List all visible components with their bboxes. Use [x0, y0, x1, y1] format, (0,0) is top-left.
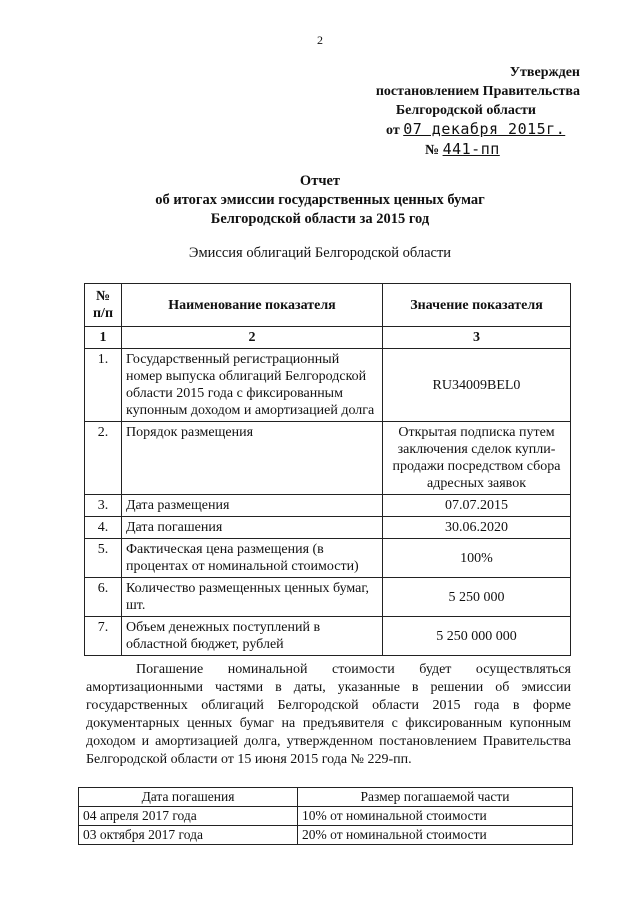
- header-value: Значение показателя: [383, 284, 571, 327]
- schedule-date: 03 октября 2017 года: [79, 826, 298, 845]
- table-row: [85, 517, 571, 539]
- table-row: [85, 578, 571, 617]
- schedule-header-row: [79, 788, 573, 807]
- title-line-2: об итогах эмиссии государственных ценных бумаг: [155, 192, 485, 208]
- approval-number-line: [300, 140, 580, 160]
- row-num: 3.: [85, 495, 122, 517]
- row-num: 7.: [85, 617, 122, 656]
- schedule-date: 04 апреля 2017 года: [79, 807, 298, 826]
- column-numbers-row: [85, 327, 571, 349]
- title-line-1: Отчет: [299, 173, 341, 189]
- row-name: Государственный регистрационный номер выпуска облигаций Белгородской области 2015 года с фиксированным купонным доходом и амортизацией долга: [122, 349, 383, 422]
- schedule-part: 10% от номинальной стоимости: [298, 807, 573, 826]
- col-number-1: 1: [85, 327, 122, 349]
- schedule-header-date: Дата погашения: [79, 788, 298, 807]
- row-value: 07.07.2015: [383, 495, 571, 517]
- approval-line-3: Белгородской области: [395, 103, 536, 118]
- row-num: 2.: [85, 422, 122, 495]
- row-value: 100%: [383, 539, 571, 578]
- row-num: 5.: [85, 539, 122, 578]
- row-value: 5 250 000 000: [383, 617, 571, 656]
- row-name: Количество размещенных ценных бумаг, шт.: [122, 578, 383, 617]
- title-line-3: Белгородской области за 2015 год: [210, 211, 430, 227]
- schedule-part: 20% от номинальной стоимости: [298, 826, 573, 845]
- row-name: Дата погашения: [122, 517, 383, 539]
- table-header-row: [85, 284, 571, 327]
- row-name: Порядок размещения: [122, 422, 383, 495]
- document-subtitle: Эмиссия облигаций Белгородской области: [188, 245, 452, 261]
- row-name: Объем денежных поступлений в областной бюджет, рублей: [122, 617, 383, 656]
- row-value: 5 250 000: [383, 578, 571, 617]
- approval-line-1: Утвержден: [509, 65, 580, 80]
- row-name: Дата размещения: [122, 495, 383, 517]
- page-number: 2: [317, 33, 323, 47]
- approval-date-prefix: от: [386, 123, 400, 138]
- header-num: № п/п: [85, 284, 122, 327]
- row-num: 1.: [85, 349, 122, 422]
- table-row: [79, 826, 573, 845]
- row-name: Фактическая цена размещения (в процентах от номинальной стоимости): [122, 539, 383, 578]
- row-value: RU34009BEL0: [383, 349, 571, 422]
- approval-date-line: [300, 120, 580, 140]
- table-row: [85, 539, 571, 578]
- schedule-header-part: Размер погашаемой части: [298, 788, 573, 807]
- table-row: [85, 422, 571, 495]
- row-num: 6.: [85, 578, 122, 617]
- approval-number-value: 441-пп: [442, 140, 500, 158]
- table-row: [79, 807, 573, 826]
- document-title: [0, 172, 640, 229]
- approval-block: [300, 63, 580, 160]
- row-value: 30.06.2020: [383, 517, 571, 539]
- header-name: Наименование показателя: [122, 284, 383, 327]
- table-row: [85, 617, 571, 656]
- redemption-paragraph: Погашение номинальной стоимости будет осуществляться амортизационными частями в даты, указанные в решении об эмиссии государственных облигаций Белгородской области 2015 года в форме документарных ценных бумаг на предъявителя с фиксированным купонным доходом и амортизацией долга, утвержденном постановлением Правительства Белгородской области от 15 июня 2015 года № 229-пп.: [86, 662, 571, 767]
- col-number-3: 3: [383, 327, 571, 349]
- table-row: [85, 495, 571, 517]
- emission-table: [84, 283, 571, 656]
- redemption-schedule-table: [78, 787, 573, 845]
- table-row: [85, 349, 571, 422]
- approval-date-value: 07 декабря 2015г.: [403, 120, 566, 138]
- approval-line-2: постановлением Правительства: [375, 84, 580, 99]
- approval-number-prefix: №: [425, 143, 440, 158]
- col-number-2: 2: [122, 327, 383, 349]
- row-value: Открытая подписка путем заключения сделок купли-продажи посредством сбора адресных заявок: [383, 422, 571, 495]
- row-num: 4.: [85, 517, 122, 539]
